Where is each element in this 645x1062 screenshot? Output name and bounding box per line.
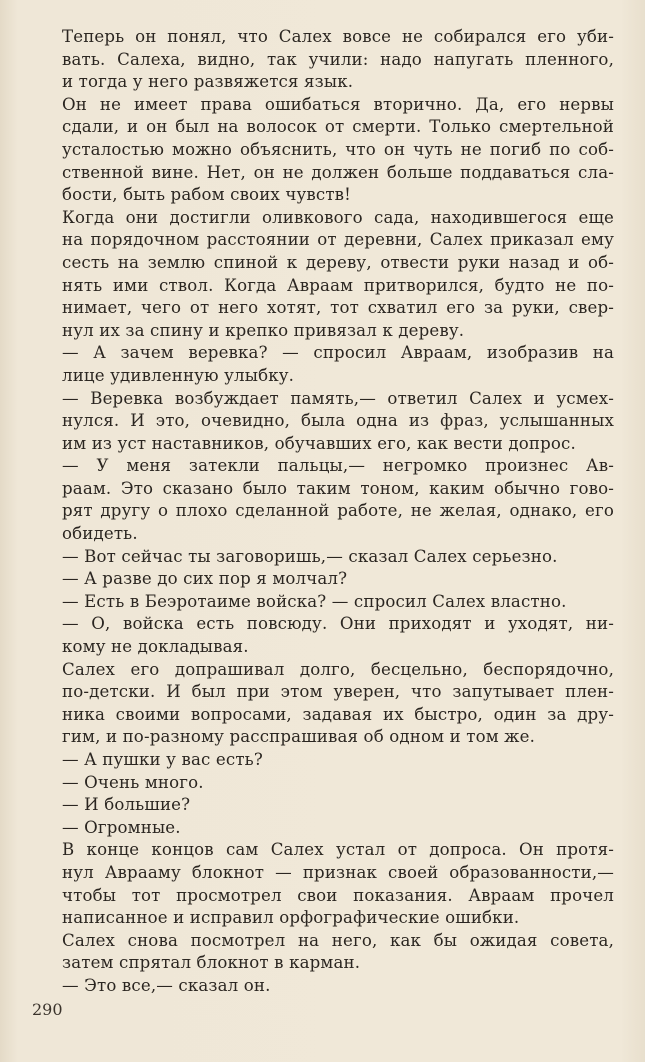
text-line: на порядочном расстоянии от деревни, Салех приказал ему	[62, 230, 614, 250]
paragraph	[62, 975, 614, 998]
text-line: Салех снова посмотрел на него, как бы ожидая совета,	[62, 930, 614, 950]
text-line: гим, и по-разному расспрашивая об одном и том же.	[62, 727, 535, 747]
text-line: В конце концов сам Салех устал от допроса. Он протя-	[62, 840, 614, 860]
paragraph	[62, 659, 614, 749]
text-line: — Веревка возбуждает память,— ответил Салех и усмех-	[62, 388, 614, 408]
text-line: лице удивленную улыбку.	[62, 365, 295, 385]
paragraph	[62, 613, 614, 658]
text-line: нимает, чего от него хотят, тот схватил его за руки, свер-	[62, 298, 614, 318]
text-line: нулся. И это, очевидно, была одна из фраз, услышанных	[62, 411, 614, 431]
text-line: — Огромные.	[62, 817, 181, 837]
paragraph	[62, 794, 614, 817]
text-line: Он не имеет права ошибаться вторично. Да, его нервы	[62, 94, 614, 114]
paragraph	[62, 772, 614, 795]
paragraph	[62, 546, 614, 569]
text-line: по-детски. И был при этом уверен, что запутывает плен-	[62, 682, 614, 702]
text-line: написанное и исправил орфографические ошибки.	[62, 908, 520, 928]
text-line: — Есть в Беэротаиме войска? — спросил Салех властно.	[62, 591, 567, 611]
paragraph	[62, 839, 614, 929]
text-line: — Вот сейчас ты заговоришь,— сказал Салех серьезно.	[62, 546, 558, 566]
text-line: — А разве до сих пор я молчал?	[62, 569, 348, 589]
text-line: вать. Салеха, видно, так учили: надо напугать пленного,	[62, 49, 614, 69]
text-line: раам. Это сказано было таким тоном, каким обычно гово-	[62, 478, 614, 498]
page-text	[62, 26, 614, 998]
text-line: им из уст наставников, обучавших его, как вести допрос.	[62, 433, 576, 453]
text-line: нул Аврааму блокнот — признак своей образованности,—	[62, 862, 614, 882]
text-line: обидеть.	[62, 524, 138, 544]
text-line: — И большие?	[62, 795, 191, 815]
paragraph	[62, 749, 614, 772]
paragraph	[62, 94, 614, 207]
text-line: усталостью можно объяснить, что он чуть не погиб по соб-	[62, 139, 614, 159]
text-line: Салех его допрашивал долго, бесцельно, беспорядочно,	[62, 659, 614, 679]
text-line: — А пушки у вас есть?	[62, 750, 263, 769]
paragraph	[62, 930, 614, 975]
text-line: Теперь он понял, что Салех вовсе не собирался его уби-	[62, 27, 614, 46]
paragraph	[62, 591, 614, 614]
text-line: — Это все,— сказал он.	[62, 975, 271, 995]
page-number: 290	[32, 1000, 63, 1019]
text-line: — О, войска есть повсюду. Они приходят и уходят, ни-	[62, 614, 614, 634]
text-line: бости, быть рабом своих чувств!	[62, 185, 351, 205]
text-line: сесть на землю спиной к дереву, отвести руки назад и об-	[62, 252, 614, 272]
paragraph	[62, 26, 614, 94]
text-line: нять ими ствол. Когда Авраам притворился, будто не по-	[62, 275, 614, 295]
text-line: Когда они достигли оливкового сада, находившегося еще	[62, 207, 614, 227]
paragraph	[62, 388, 614, 456]
text-line: рят другу о плохо сделанной работе, не желая, однако, его	[62, 501, 614, 521]
text-line: ственной вине. Нет, он не должен больше поддаваться сла-	[62, 162, 614, 182]
paragraph	[62, 817, 614, 840]
text-line: затем спрятал блокнот в карман.	[62, 953, 361, 973]
paragraph	[62, 342, 614, 387]
text-line: ника своими вопросами, задавая их быстро, один за дру-	[62, 704, 614, 724]
text-line: — Очень много.	[62, 772, 204, 792]
text-line: кому не докладывая.	[62, 637, 249, 657]
paragraph	[62, 455, 614, 545]
text-line: — У меня затекли пальцы,— негромко произнес Ав-	[62, 456, 614, 476]
paragraph	[62, 568, 614, 591]
text-line: нул их за спину и крепко привязал к дереву.	[62, 320, 465, 340]
paragraph	[62, 207, 614, 343]
text-line: сдали, и он был на волосок от смерти. Только смертельной	[62, 117, 614, 137]
text-line: — А зачем веревка? — спросил Авраам, изобразив на	[62, 343, 614, 363]
text-line: и тогда у него развяжется язык.	[62, 72, 354, 92]
text-line: чтобы тот просмотрел свои показания. Авраам прочел	[62, 885, 614, 905]
